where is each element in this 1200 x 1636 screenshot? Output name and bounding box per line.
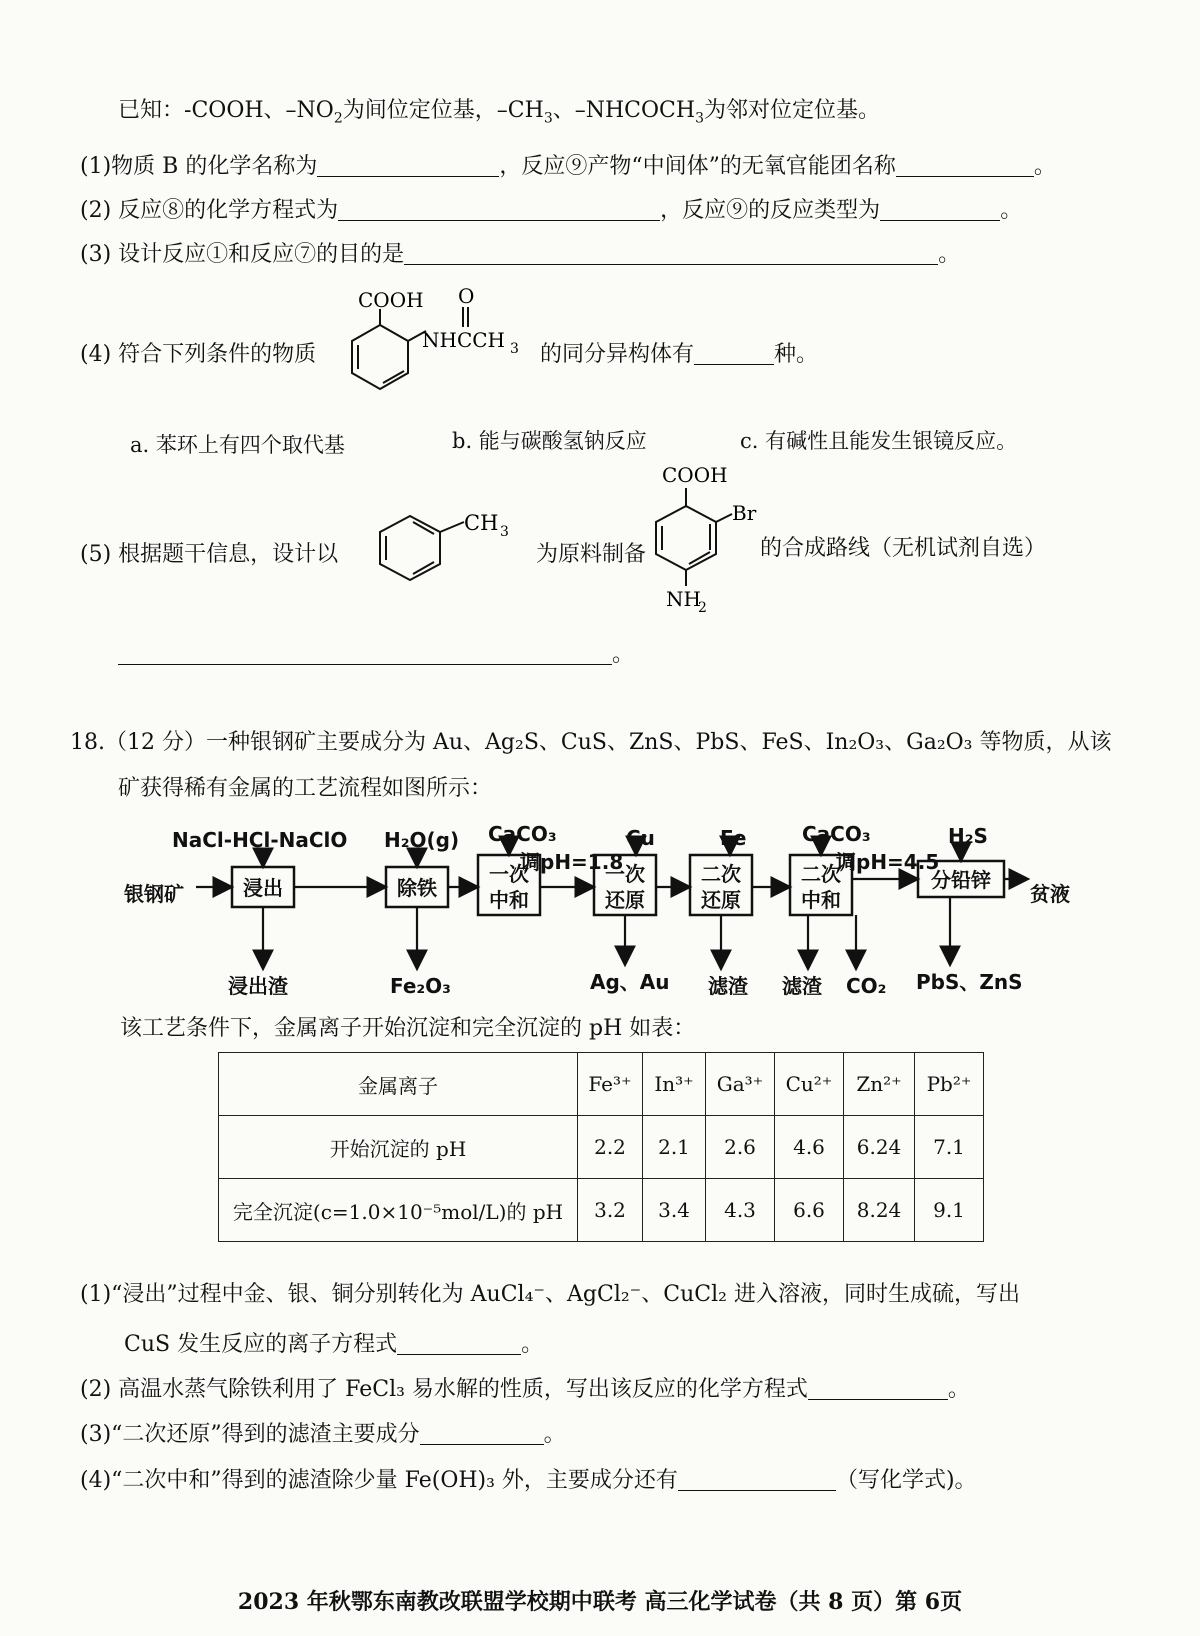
cond-a: a. 苯环上有四个取代基 [130,433,345,457]
answer-blank-9[interactable] [808,1377,948,1400]
cond-b: b. 能与碳酸氢钠反应 [452,429,647,453]
cell: 2.2 [578,1116,643,1179]
ion-pb: Pb²⁺ [915,1053,984,1116]
cond-c: c. 有碱性且能发生银镜反应。 [740,429,1018,453]
sub-3b: 3 [695,110,704,127]
separator: 、 [552,98,575,123]
row2-label: 完全沉淀(c=1.0×10⁻⁵mol/L)的 pH [219,1179,578,1242]
target-nh: NH [666,587,701,611]
answer-blank-6[interactable] [694,342,774,365]
reagent-h2s: H₂S [948,824,988,848]
known-line [118,96,880,126]
table-header-row [219,1053,984,1116]
q17-4-text-a: (4) 符合下列条件的物质 [80,342,317,367]
box-5-label-b: 还原 [701,888,741,912]
q17-1-text-a: (1)物质 B 的化学名称为 [80,154,318,179]
q17-2-text-a: (2) 反应⑧的化学方程式为 [80,198,339,223]
q17-5-end: 。 [612,642,635,667]
q17-2 [80,196,1022,226]
q18-1-text-b: CuS 发生反应的离子方程式 [124,1332,398,1357]
answer-blank-7[interactable] [118,642,612,665]
table-row [219,1179,984,1242]
box-3-label-a: 一次 [489,862,529,886]
q17-5-answer [118,640,634,670]
process-flowchart [0,815,1200,1015]
sub-3: 3 [543,110,553,127]
answer-blank-8[interactable] [397,1332,521,1355]
cell: 3.2 [578,1179,643,1242]
reagent-caco3-2: CaCO₃ [802,822,871,846]
ph-table [218,1052,984,1242]
cell: 4.6 [775,1116,844,1179]
q18-intro-2: 矿获得稀有金属的工艺流程如图所示： [118,776,493,801]
target-sub2: 2 [698,600,707,616]
q18-3-end: 。 [543,1422,566,1447]
out-residue-5: 滤渣 [708,974,748,998]
out-residue-6: 滤渣 [782,974,822,998]
toluene-ch: CH [464,511,499,535]
q18-1-end: 。 [521,1332,544,1357]
q18-2-text-a: (2) 高温水蒸气除铁利用了 FeCl₃ 易水解的性质，写出该反应的化学方程式 [80,1377,808,1402]
ion-ga: Ga³⁺ [706,1053,775,1116]
q17-3-text-a: (3) 设计反应①和反应⑦的目的是 [80,242,405,267]
toluene-structure [368,508,528,588]
box-5-label-a: 二次 [701,862,741,886]
cell: 9.1 [915,1179,984,1242]
input-ore: 银钢矿 [124,882,184,906]
q17-5-text-c: 的合成路线（无机试剂自选） [760,536,1047,561]
q18-4-text-a: (4)“二次中和”得到的滤渣除少量 Fe(OH)₃ 外，主要成分还有 [80,1468,678,1493]
known-prefix: 已知： [118,98,185,123]
target-molecule-structure [640,458,770,628]
out-ag-au: Ag、Au [590,970,670,994]
q4-mol-nhcch: NHCCH [422,328,505,352]
cell: 2.1 [643,1116,706,1179]
q18-4 [80,1466,977,1496]
box-3-label-b: 中和 [489,888,529,912]
cell: 6.6 [775,1179,844,1242]
answer-blank-10[interactable] [420,1422,544,1445]
group-nhcoch3: –NHCOCH [574,98,696,123]
q17-5-text-a: (5) 根据题干信息，设计以 [80,542,339,567]
target-cooh: COOH [662,463,728,487]
cell: 7.1 [915,1116,984,1179]
out-fe2o3: Fe₂O₃ [390,974,451,998]
cell: 4.3 [706,1179,775,1242]
cell: 8.24 [844,1179,915,1242]
box-4-label-b: 还原 [605,888,645,912]
reagent-cu: Cu [626,826,655,850]
q17-1-text-b: ，反应⑨产物“中间体”的无氧官能团名称 [499,154,896,179]
page-footer: 2023 年秋鄂东南教改联盟学校期中联考 高三化学试卷（共 8 页）第 6页 [237,1589,963,1615]
ortho-para-director-text: 为邻对位定位基。 [704,98,881,123]
out-pbs-zns: PbS、ZnS [916,970,1023,994]
box-2-label: 除铁 [397,876,437,900]
q17-5-text-b: 为原料制备 [536,542,647,567]
q18-3-text-a: (3)“二次还原”得到的滤渣主要成分 [80,1422,420,1447]
q17-2-text-b: ，反应⑨的反应类型为 [660,198,881,223]
ion-zn: Zn²⁺ [844,1053,915,1116]
cell: 6.24 [844,1116,915,1179]
reagent-leach: NaCl-HCl-NaClO [172,828,348,852]
box-6-label-a: 二次 [801,862,841,886]
q17-4 [80,340,316,370]
q18-4-end: （写化学式)。 [835,1468,977,1493]
group-ch3: –CH [496,98,544,123]
box-7-label: 分铅锌 [931,868,991,892]
q17-2-end: 。 [1000,198,1023,223]
q17-4-tail [540,340,818,370]
answer-blank-1[interactable] [317,154,499,177]
q18-1-line-a: (1)“浸出”过程中金、银、铜分别转化为 AuCl₄⁻、AgCl₂⁻、CuCl₂ 进入溶液，同时生成硫，写出 [80,1282,1020,1307]
reagent-steam: H₂O(g) [384,828,460,852]
reagent-ph-2: 调pH=4.5 [836,850,940,874]
reagent-ph-1: 调pH=1.8 [520,850,624,874]
q18-2 [80,1375,970,1405]
q18-intro-1: 18.（12 分）一种银钢矿主要成分为 Au、Ag₂S、CuS、ZnS、PbS、FeS、In₂O₃、Ga₂O₃ 等物质，从该 [70,730,1112,755]
group-cooh: -COOH、 [184,98,286,123]
q18-2-end: 。 [947,1377,970,1402]
q17-1 [80,152,1056,182]
target-br: Br [732,501,757,525]
q4-mol-sub3: 3 [510,341,519,357]
group-no2: –NO [285,98,334,123]
cell: 2.6 [706,1116,775,1179]
sub-2: 2 [333,110,343,127]
out-leach-residue: 浸出渣 [228,974,288,998]
ion-cu: Cu²⁺ [775,1053,844,1116]
q17-3 [80,240,960,270]
q18-1-line-b [124,1330,543,1360]
q17-3-end: 。 [938,242,961,267]
q17-4-text-c: 种。 [774,342,819,367]
meta-director-text: 为间位定位基， [342,98,497,123]
reagent-fe: Fe [720,826,747,850]
answer-blank-3[interactable] [338,198,660,221]
output-poor-liquor: 贫液 [1030,882,1070,906]
q4-mol-cooh: COOH [358,288,424,312]
ion-fe: Fe³⁺ [578,1053,643,1116]
header-label: 金属离子 [219,1053,578,1116]
cell: 3.4 [643,1179,706,1242]
q4-molecule-structure [330,285,540,415]
q17-5 [80,540,338,570]
toluene-sub3: 3 [500,524,509,540]
box-4-label-a: 一次 [605,862,645,886]
box-1-label: 浸出 [243,876,283,900]
out-co2: CO₂ [846,974,887,998]
ion-in: In³⁺ [643,1053,706,1116]
table-row [219,1116,984,1179]
answer-blank-11[interactable] [678,1468,836,1491]
q18-3 [80,1420,566,1450]
q4-mol-o: O [458,285,475,308]
q17-1-end: 。 [1033,154,1056,179]
answer-blank-4[interactable] [880,198,1000,221]
table-intro: 该工艺条件下，金属离子开始沉淀和完全沉淀的 pH 如表： [120,1016,696,1041]
reagent-caco3-1: CaCO₃ [488,822,557,846]
answer-blank-2[interactable] [896,154,1034,177]
q17-4-text-b: 的同分异构体有 [540,342,695,367]
row1-label: 开始沉淀的 pH [219,1116,578,1179]
answer-blank-5[interactable] [404,242,938,265]
box-6-label-b: 中和 [801,888,841,912]
